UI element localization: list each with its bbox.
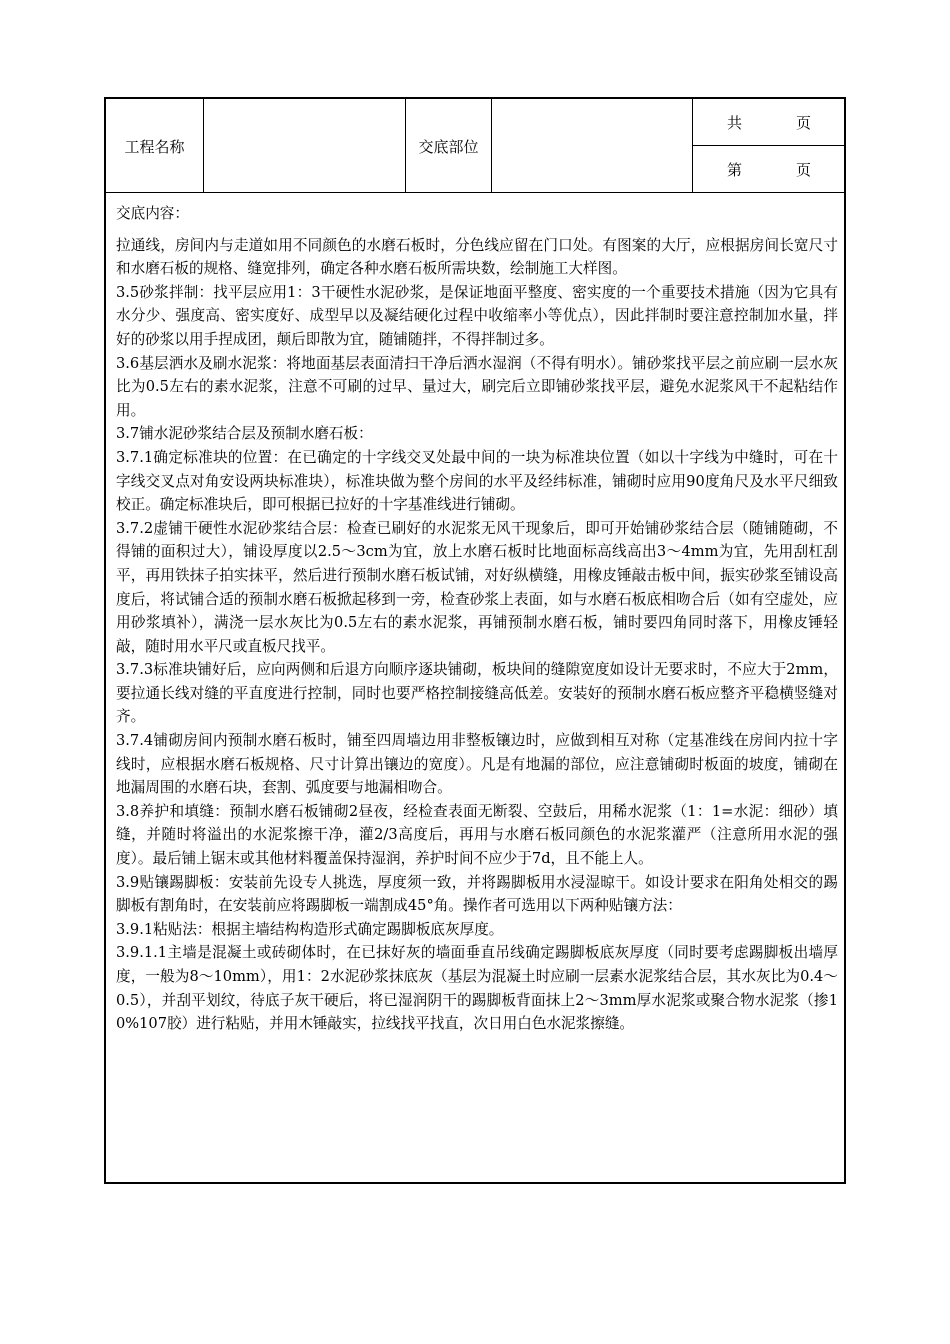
- form-header: [106, 99, 844, 193]
- handover-part-label: 交底部位: [406, 99, 492, 193]
- content-paragraph: 3.7.4铺砌房间内预制水磨石板时，铺至四周墙边用非整板镶边时，应做到相互对称（定基准线在房间内拉十字线时，应根据水磨石板规格、尺寸计算出镶边的宽度）。凡是有地漏的部位，应注意铺砌时板面的坡度，铺砌在地漏周围的水磨石块，套割、弧度要与地漏相吻合。: [116, 732, 838, 797]
- handover-form: [104, 97, 846, 1184]
- page-prefix: 第: [727, 161, 743, 179]
- content-paragraph: 3.7.1确定标准块的位置：在已确定的十字线交叉处最中间的一块为标准块位置（如以十字线为中缝时，可在十字线交叉点对角安设两块标准块），标准块做为整个房间的水平及经纬标准，铺砌时应用90度角尺及水平尺细致校正。确定标准块后，即可根据已拉好的十字基准线进行铺砌。: [116, 448, 838, 514]
- content-paragraph: 3.9.1粘贴法：根据主墙结构构造形式确定踢脚板底灰厚度。: [116, 920, 504, 938]
- content-paragraph: 3.7.3标准块铺好后，应向两侧和后退方向顺序逐块铺砌，板块间的缝隙宽度如设计无要求时，不应大于2mm，要拉通长线对缝的平直度进行控制，同时也要严格控制接缝高低差。安装好的预制水磨石板应整齐平稳横竖缝对齐。: [116, 661, 838, 726]
- content-paragraph: 拉通线，房间内与走道如用不同颜色的水磨石板时，分色线应留在门口处。有图案的大厅，应根据房间长宽尺寸和水磨石板的规格、缝宽排列，确定各种水磨石板所需块数，绘制施工大样图。: [116, 236, 838, 278]
- content-paragraph: 3.9.1.1主墙是混凝土或砖砌体时，在已抹好灰的墙面垂直吊线确定踢脚板底灰厚度（同时要考虑踢脚板出墙厚度，一般为8～10mm），用1：2水泥砂浆抹底灰（基层为混凝土时应刷一层素水泥浆结合层，其水灰比为0.4～0.5），并刮平划纹，待底子灰干硬后，将已湿润阴干的踢脚板背面抹上2～3mm厚水泥浆或聚合物水泥浆（掺10%107胶）进行粘贴，并用木锤敲实，拉线找平找直，次日用白色水泥浆擦缝。: [116, 944, 838, 1033]
- content-paragraph: 3.8养护和填缝：预制水磨石板铺砌2昼夜，经检查表面无断裂、空鼓后，用稀水泥浆（1：1=水泥：细砂）填缝，并随时将溢出的水泥浆擦干净，灌2/3高度后，再用与水磨石板同颜色的水泥浆灌严（注意所用水泥的强度）。最后铺上锯末或其他材料覆盖保持湿润，养护时间不应少于7d，且不能上人。: [116, 802, 838, 868]
- total-pages-suffix: 页: [796, 113, 812, 132]
- content-paragraph: 3.7铺水泥砂浆结合层及预制水磨石板：: [116, 425, 373, 443]
- project-name-label: 工程名称: [106, 99, 204, 193]
- content-paragraph: 3.9贴镶踢脚板：安装前先设专人挑选，厚度须一致，并将踢脚板用水浸湿晾干。如设计要求在阳角处相交的踢脚板有割角时，在安装前应将踢脚板一端割成45°角。操作者可选用以下两种贴镶方法：: [116, 873, 838, 915]
- content-paragraph: 3.5砂浆拌制：找平层应用1：3干硬性水泥砂浆，是保证地面平整度、密实度的一个重要技术措施（因为它具有水分少、强度高、密实度好、成型早以及凝结硬化过程中收缩率小等优点），因此拌制时要注意控制加水量，拌好的砂浆以用手捏成团，颠后即散为宜，随铺随拌，不得拌制过多。: [116, 283, 838, 348]
- handover-content: [116, 202, 838, 1036]
- total-pages: [693, 99, 844, 146]
- project-name-field: [204, 99, 406, 193]
- content-paragraph: 3.7.2虚铺干硬性水泥砂浆结合层：检查已刷好的水泥浆无风干现象后，即可开始铺砂浆结合层（随铺随砌，不得铺的面积过大），铺设厚度以2.5～3cm为宜，放上水磨石板时比地面标高线高出3～4mm为宜，先用刮杠刮平，再用铁抹子拍实抹平，然后进行预制水磨石板试铺，对好纵横缝，用橡皮锤敲击板中间，振实砂浆至铺设高度后，将试铺合适的预制水磨石板掀起移到一旁，检查砂浆上表面，如与水磨石板底相吻合后（如有空虚处，应用砂浆填补），满浇一层水灰比为0.5左右的素水泥浆，再铺预制水磨石板，铺时要四角同时落下，用橡皮锤轻敲，随时用水平尺或直板尺找平。: [116, 519, 838, 655]
- page-count-cell: [693, 99, 844, 193]
- content-paragraph: 3.6基层洒水及刷水泥浆：将地面基层表面清扫干净后洒水湿润（不得有明水）。铺砂浆找平层之前应刷一层水灰比为0.5左右的素水泥浆，注意不可刷的过早、量过大，刷完后立即铺砂浆找平层，避免水泥浆风干不起粘结作用。: [116, 354, 838, 419]
- content-label: 交底内容：: [116, 205, 189, 222]
- page-suffix: 页: [796, 161, 812, 179]
- handover-part-field: [492, 99, 693, 193]
- current-page: [693, 146, 844, 193]
- total-pages-prefix: 共: [727, 113, 743, 132]
